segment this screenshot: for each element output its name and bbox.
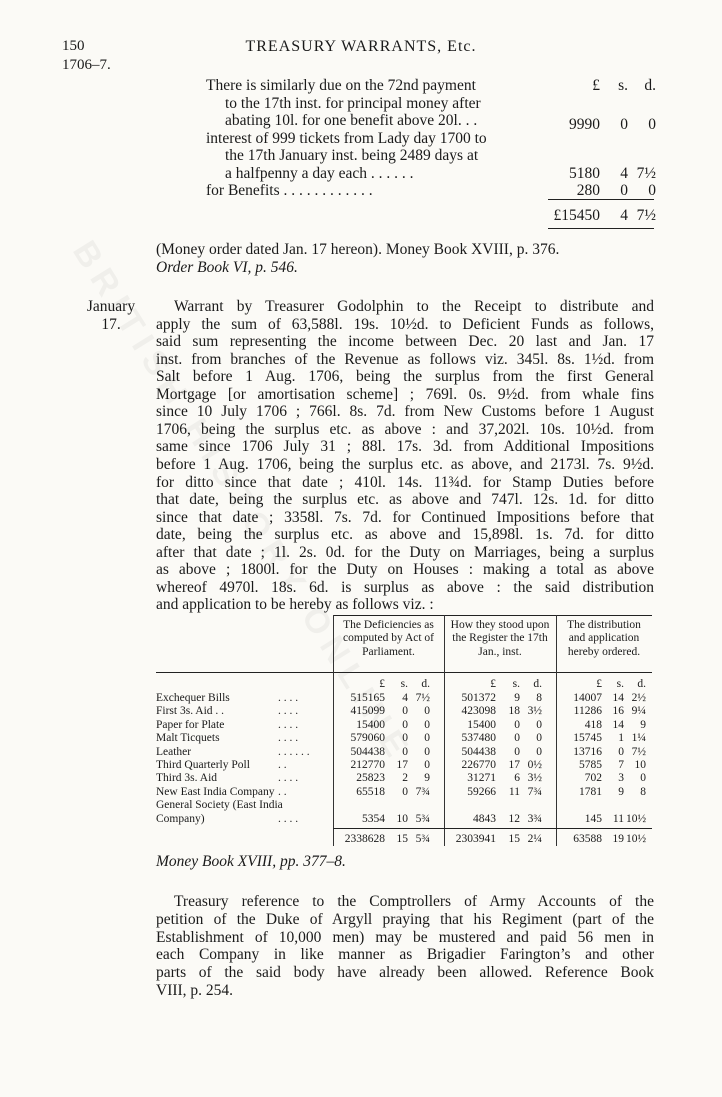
- reference-line: parts of the said body have already been allowed. Reference Book: [156, 964, 654, 982]
- table-cell: 537480: [461, 732, 496, 745]
- table-cell: 504438: [350, 745, 385, 758]
- table-cell: 3½: [527, 705, 542, 718]
- table-cell: 9: [640, 718, 646, 731]
- warrant-line: whereof 4970l. 18s. 6d. is surplus as above : the said distribution: [156, 578, 654, 596]
- table-row-label: Exchequer Bills: [156, 692, 230, 704]
- table-cell: 702: [584, 772, 602, 785]
- table-source-ref: Money Book XVIII, pp. 377–8.: [156, 853, 346, 870]
- table-total-cell: 15: [508, 833, 520, 845]
- table-total-cell: 19: [612, 833, 624, 845]
- year-margin: 1706–7.: [62, 57, 111, 73]
- table-cell: 17: [508, 759, 520, 771]
- table-cell: 0: [402, 705, 408, 718]
- amount-shillings: 0: [620, 182, 628, 199]
- account-col-head: £: [592, 77, 600, 94]
- entry-date-month: January: [86, 298, 136, 315]
- table-cell: 226770: [461, 759, 496, 771]
- table-cell: 0: [514, 745, 520, 758]
- account-col-head: d.: [644, 77, 656, 94]
- table-cell: 423098: [461, 705, 496, 718]
- table-cell: 14: [612, 692, 624, 704]
- table-cell: 17: [396, 759, 408, 771]
- table-cell: 1¼: [631, 732, 646, 745]
- unit-head: d.: [637, 678, 646, 690]
- amount-shillings: 0: [620, 116, 628, 133]
- table-cell: 9: [424, 772, 430, 785]
- table-row-label: Paper for Plate: [156, 718, 225, 731]
- table-cell: 15400: [467, 718, 496, 731]
- warrant-line: 1706, being the surplus etc. as above : and 37,202l. 10s. 10½d. from: [156, 420, 654, 438]
- table-total-cell: 2¼: [527, 833, 542, 845]
- table-total-cell: 10½: [626, 833, 647, 845]
- warrant-line: that date, being the surplus etc. as above and 747l. 12s. 1d. for ditto: [156, 491, 654, 509]
- table-cell: 0: [402, 785, 408, 798]
- table-cell: 31271: [467, 772, 496, 785]
- warrant-line: same since 1706 July 31 ; 88l. 17s. 3d. from Additional Impositions: [156, 438, 654, 456]
- table-cell: 0: [402, 718, 408, 731]
- table-cell: 2: [402, 772, 408, 785]
- table-cell: 0: [402, 732, 408, 745]
- leader-dots: . . . .: [278, 772, 299, 785]
- table-cell: 1781: [579, 785, 602, 798]
- table-cell: 10: [396, 812, 408, 825]
- warrant-line: said sum representing the income between Dec. 20 last and Jan. 17: [156, 333, 654, 351]
- account-line: a halfpenny a day each . . . . . .: [225, 164, 414, 182]
- table-cell: 9¼: [631, 705, 646, 718]
- unit-head: s.: [616, 678, 624, 690]
- warrant-line: as above ; 1800l. for the Duty on Houses : making a total as above: [156, 561, 654, 579]
- table-cell: 10½: [626, 812, 647, 825]
- table-cell: 16: [612, 705, 624, 718]
- leader-dots: . . . .: [278, 718, 299, 731]
- table-cell: 0: [424, 732, 430, 745]
- page-number: 150: [62, 38, 85, 54]
- leader-dots: . . . .: [278, 812, 299, 825]
- table-cell: 7¾: [527, 785, 542, 798]
- table-cell: 11: [508, 785, 520, 798]
- reference-line: petition of the Duke of Argyll praying that his Regiment (part of the: [156, 910, 654, 928]
- table-row-label: Third Quarterly Poll: [156, 759, 250, 771]
- table-cell: 212770: [350, 759, 385, 771]
- reference-line: Treasury reference to the Comptrollers of Army Accounts of the: [174, 893, 654, 910]
- table-cell: 4843: [473, 812, 496, 825]
- reference-line: each Company in like manner as Brigadier Farington’s and other: [156, 946, 654, 964]
- warrant-line: Salt before 1 Aug. 1706, being the surplus from the first General: [156, 368, 654, 386]
- table-cell: 1: [618, 732, 624, 745]
- warrant-line: inst. from branches of the Revenue as follows viz. 345l. 8s. 1½d. from: [156, 350, 654, 368]
- amount-pence: 0: [648, 182, 656, 199]
- table-cell: 0½: [527, 759, 542, 771]
- warrant-line: before 1 Aug. 1706, being the surplus etc. as above, and 2173l. 7s. 9½d.: [156, 456, 654, 473]
- table-column-divider: [444, 615, 445, 846]
- table-cell: 0: [536, 718, 542, 731]
- amount-pence: 7½: [636, 164, 656, 182]
- account-line: for Benefits . . . . . . . . . . . .: [206, 182, 373, 199]
- table-cell: 3: [618, 772, 624, 785]
- table-cell: 6: [514, 772, 520, 785]
- table-cell: 11286: [573, 705, 602, 718]
- table-cell: 7¾: [415, 785, 430, 798]
- table-cell: 415099: [350, 705, 385, 718]
- warrant-line: since 10 July 1706 ; 766l. 8s. 7d. from New Customs before 1 August: [156, 403, 654, 421]
- table-column-header: The distribution and application hereby ordered.: [567, 619, 641, 658]
- leader-dots: . .: [278, 759, 287, 771]
- table-cell: 5785: [579, 759, 602, 771]
- table-cell: 7½: [631, 745, 646, 758]
- table-row-label: General Society (East India: [156, 799, 283, 812]
- leader-dots: . .: [278, 785, 287, 798]
- unit-head: £: [379, 678, 385, 690]
- table-cell: 5354: [362, 812, 385, 825]
- table-cell: 4: [402, 692, 408, 704]
- table-cell: 0: [402, 745, 408, 758]
- table-cell: 504438: [461, 745, 496, 758]
- table-cell: 0: [424, 745, 430, 758]
- table-cell: 0: [640, 772, 646, 785]
- table-total-cell: 63588: [573, 833, 602, 845]
- table-cell: 12: [508, 812, 520, 825]
- account-line: There is similarly due on the 72nd payment: [206, 77, 476, 94]
- money-order-ref: (Money order dated Jan. 17 hereon). Money Book XVIII, p. 376.: [156, 241, 560, 258]
- table-column-divider: [333, 615, 334, 846]
- table-row-label: Company): [156, 812, 205, 825]
- account-line: to the 17th inst. for principal money after: [225, 94, 481, 112]
- account-col-head: s.: [618, 77, 628, 94]
- table-cell: 11: [612, 812, 624, 825]
- table-cell: 0: [618, 745, 624, 758]
- total-rule-top: [548, 199, 654, 200]
- table-cell: 579060: [350, 732, 385, 745]
- account-line: abating 10l. for one benefit above 20l. . .: [225, 112, 478, 129]
- table-cell: 2½: [631, 692, 646, 704]
- table-cell: 0: [536, 745, 542, 758]
- table-total-rule: [333, 828, 652, 829]
- table-row-label: New East India Company: [156, 785, 275, 798]
- warrant-line: and application to be hereby as follows viz. :: [156, 596, 434, 614]
- table-cell: 13716: [573, 745, 602, 758]
- table-cell: 65518: [356, 785, 385, 798]
- total-pence: 7½: [636, 207, 656, 224]
- table-cell: 145: [584, 812, 602, 825]
- table-cell: 9: [514, 692, 520, 704]
- amount-pounds: 9990: [569, 116, 600, 133]
- table-row-label: First 3s. Aid . .: [156, 705, 225, 718]
- table-cell: 0: [424, 718, 430, 731]
- order-book-ref: Order Book VI, p. 546.: [156, 259, 298, 276]
- table-cell: 18: [508, 705, 520, 718]
- reference-line: Establishment of 10,000 men) may be mustered and paid 56 men in: [156, 928, 654, 946]
- amount-pence: 0: [648, 116, 656, 133]
- table-column-header: How they stood upon the Register the 17th Jan., inst.: [450, 619, 550, 658]
- warrant-line: for ditto since that date ; 410l. 14s. 11¾d. for Stamp Duties before: [156, 473, 654, 491]
- table-cell: 59266: [467, 785, 496, 798]
- table-row-label: Leather: [156, 745, 192, 758]
- amount-shillings: 4: [620, 164, 628, 182]
- table-cell: 8: [640, 785, 646, 798]
- total-shillings: 4: [620, 207, 628, 224]
- leader-dots: . . . . . .: [278, 745, 310, 758]
- table-total-cell: 2303941: [455, 833, 496, 845]
- running-head: TREASURY WARRANTS, Etc.: [245, 38, 477, 55]
- table-cell: 7½: [415, 692, 430, 704]
- table-cell: 3½: [527, 772, 542, 785]
- table-cell: 9: [618, 785, 624, 798]
- amount-pounds: 280: [576, 182, 600, 199]
- table-top-rule: [333, 615, 652, 616]
- table-cell: 0: [536, 732, 542, 745]
- table-row-label: Third 3s. Aid: [156, 772, 218, 785]
- unit-head: £: [596, 678, 602, 690]
- account-line: the 17th January inst. being 2489 days at: [225, 147, 479, 164]
- table-cell: 5¾: [415, 812, 430, 825]
- table-cell: 0: [424, 759, 430, 771]
- reference-line: VIII, p. 254.: [156, 982, 234, 999]
- warrant-line: since that date ; 3358l. 7s. 7d. for Continued Impositions before that: [156, 508, 654, 526]
- table-cell: 0: [514, 732, 520, 745]
- table-total-cell: 5¾: [415, 833, 430, 845]
- account-line: interest of 999 tickets from Lady day 1700 to: [206, 129, 487, 147]
- leader-dots: . . . .: [278, 732, 299, 745]
- amount-pounds: 5180: [569, 164, 600, 182]
- table-cell: 14007: [573, 692, 602, 704]
- table-total-cell: 2338628: [344, 833, 385, 845]
- warrant-line: apply the sum of 63,588l. 19s. 10½d. to Deficient Funds as follows,: [156, 315, 654, 333]
- unit-head: d.: [421, 678, 430, 690]
- table-cell: 15745: [573, 732, 602, 745]
- leader-dots: . . . .: [278, 705, 299, 718]
- table-cell: 515165: [350, 692, 385, 704]
- table-column-divider: [556, 615, 557, 846]
- warrant-line: Warrant by Treasurer Godolphin to the Receipt to distribute and: [174, 298, 654, 315]
- table-cell: 10: [634, 759, 646, 771]
- table-column-header: The Deficiencies as computed by Act of Parliament.: [342, 619, 435, 658]
- table-row-label: Malt Ticquets: [156, 732, 220, 745]
- total-pounds: £15450: [553, 207, 600, 224]
- unit-head: s.: [512, 678, 520, 690]
- unit-head: d.: [533, 678, 542, 690]
- table-cell: 7: [618, 759, 624, 771]
- warrant-line: after that date ; 1l. 2s. 0d. for the Duty on Marriages, being a surplus: [156, 543, 654, 561]
- table-cell: 418: [584, 718, 602, 731]
- table-cell: 8: [536, 692, 542, 704]
- warrant-line: Mortgage [or amortisation scheme] ; 769l. 0s. 9½d. from whale fins: [156, 385, 654, 403]
- leader-dots: . . . .: [278, 692, 299, 704]
- table-cell: 0: [424, 705, 430, 718]
- table-cell: 14: [612, 718, 624, 731]
- table-cell: 15400: [356, 718, 385, 731]
- entry-date-day: 17.: [101, 316, 121, 333]
- table-cell: 25823: [356, 772, 385, 785]
- table-cell: 3¾: [527, 812, 542, 825]
- table-cell: 0: [514, 718, 520, 731]
- unit-head: £: [490, 678, 496, 690]
- table-head-rule: [156, 672, 652, 673]
- warrant-line: date, being the surplus etc. as above and 15,898l. 1s. 7d. for ditto: [156, 526, 654, 544]
- table-cell: 501372: [461, 692, 496, 704]
- total-rule-bottom: [548, 228, 654, 229]
- table-total-cell: 15: [396, 833, 408, 845]
- unit-head: s.: [400, 678, 408, 690]
